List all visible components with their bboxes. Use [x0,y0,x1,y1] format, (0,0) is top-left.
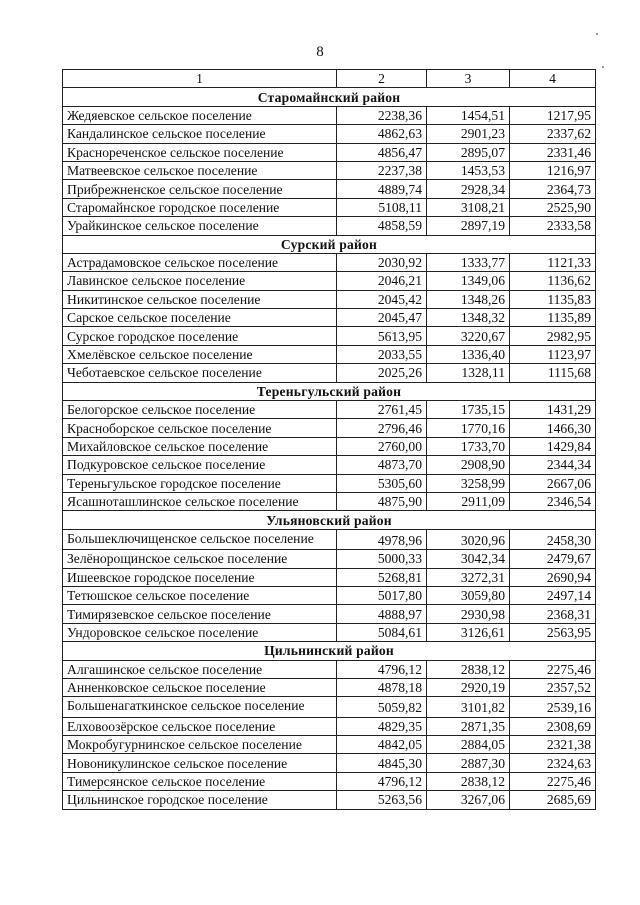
value-col-4: 2331,46 [510,143,596,161]
value-col-3: 3101,82 [427,697,510,717]
settlement-name: Зелёнорощинское сельское поселение [63,550,337,568]
value-col-3: 2871,35 [427,717,510,735]
value-col-2: 4873,70 [337,456,427,474]
value-col-4: 2275,46 [510,772,596,790]
settlement-name: Старомайнское городское поселение [63,198,337,216]
settlement-name: Лавинское сельское поселение [63,272,337,290]
value-col-2: 4856,47 [337,143,427,161]
table-header-row [63,70,596,88]
value-col-3: 1770,16 [427,419,510,437]
table-row [63,419,596,437]
value-col-3: 3126,61 [427,623,510,641]
value-col-3: 1348,32 [427,309,510,327]
value-col-4: 1217,95 [510,106,596,124]
settlement-name: Цильнинское городское поселение [63,791,337,809]
value-col-3: 1454,51 [427,106,510,124]
value-col-2: 4878,18 [337,678,427,696]
table-row [63,754,596,772]
value-col-3: 2838,12 [427,660,510,678]
settlement-name: Новоникулинское сельское поселение [63,754,337,772]
district-name: Цильнинский район [63,642,596,660]
value-col-4: 2539,16 [510,697,596,717]
value-col-3: 3272,31 [427,568,510,586]
value-col-4: 1216,97 [510,161,596,179]
value-col-2: 4889,74 [337,180,427,198]
settlement-name: Анненковское сельское поселение [63,678,337,696]
value-col-4: 2563,95 [510,623,596,641]
table-row [63,437,596,455]
value-col-3: 2928,34 [427,180,510,198]
table-row [63,605,596,623]
value-col-2: 4796,12 [337,660,427,678]
table-row [63,660,596,678]
value-col-3: 2887,30 [427,754,510,772]
value-col-3: 1336,40 [427,345,510,363]
value-col-4: 2308,69 [510,717,596,735]
value-col-3: 3220,67 [427,327,510,345]
value-col-4: 2324,63 [510,754,596,772]
settlement-name: Ишеевское городское поселение [63,568,337,586]
value-col-4: 2685,69 [510,791,596,809]
table-row [63,623,596,641]
value-col-2: 2761,45 [337,401,427,419]
settlement-name: Чеботаевское сельское поселение [63,364,337,382]
table-row [63,568,596,586]
value-col-4: 2525,90 [510,198,596,216]
settlement-name: Мокробугурнинское сельское поселение [63,736,337,754]
value-col-2: 5084,61 [337,623,427,641]
value-col-2: 4978,96 [337,529,427,549]
value-col-3: 2884,05 [427,736,510,754]
value-col-4: 2346,54 [510,492,596,510]
settlement-name: Кандалинское сельское поселение [63,125,337,143]
table-row [63,253,596,271]
value-col-4: 2982,95 [510,327,596,345]
value-col-3: 3020,96 [427,529,510,549]
scan-speck [602,66,604,68]
value-col-2: 5059,82 [337,697,427,717]
settlement-name: Краснореченское сельское поселение [63,143,337,161]
district-name: Тереньгульский район [63,382,596,400]
settlement-name: Ундоровское сельское поселение [63,623,337,641]
value-col-3: 3258,99 [427,474,510,492]
table-row [63,125,596,143]
value-col-4: 2337,62 [510,125,596,143]
value-col-2: 2045,47 [337,309,427,327]
table-row [63,106,596,124]
value-col-3: 1333,77 [427,253,510,271]
settlement-name: Жедяевское сельское поселение [63,106,337,124]
table-row [63,309,596,327]
value-col-2: 2237,38 [337,161,427,179]
settlement-name: Тетюшское сельское поселение [63,586,337,604]
settlement-name: Тимерсянское сельское поселение [63,772,337,790]
value-col-4: 2497,14 [510,586,596,604]
table-row [63,586,596,604]
column-header: 3 [427,70,510,88]
value-col-2: 2046,21 [337,272,427,290]
data-table [62,69,596,810]
value-col-4: 1466,30 [510,419,596,437]
settlement-name: Сурское городское поселение [63,327,337,345]
value-col-4: 2275,46 [510,660,596,678]
value-col-4: 1115,68 [510,364,596,382]
value-col-2: 5268,81 [337,568,427,586]
settlement-name: Красноборское сельское поселение [63,419,337,437]
table-row [63,198,596,216]
value-col-3: 2897,19 [427,217,510,235]
value-col-2: 4796,12 [337,772,427,790]
value-col-4: 2690,94 [510,568,596,586]
value-col-4: 2368,31 [510,605,596,623]
settlement-name: Елховоозёрское сельское поселение [63,717,337,735]
value-col-3: 3267,06 [427,791,510,809]
table-row [63,736,596,754]
value-col-3: 2901,23 [427,125,510,143]
table-row [63,474,596,492]
value-col-2: 4858,59 [337,217,427,235]
value-col-3: 2908,90 [427,456,510,474]
settlement-name: Хмелёвское сельское поселение [63,345,337,363]
district-name: Старомайнский район [63,88,596,106]
table-row [63,345,596,363]
district-header-row [63,235,596,253]
settlement-name: Матвеевское сельское поселение [63,161,337,179]
value-col-3: 1328,11 [427,364,510,382]
table-row [63,456,596,474]
value-col-2: 4862,63 [337,125,427,143]
table-row [63,492,596,510]
table-row [63,290,596,308]
value-col-4: 1123,97 [510,345,596,363]
value-col-2: 5017,80 [337,586,427,604]
value-col-3: 3059,80 [427,586,510,604]
settlement-name: Сарское сельское поселение [63,309,337,327]
settlement-name: Белогорское сельское поселение [63,401,337,419]
table-row [63,327,596,345]
settlement-name: Подкуровское сельское поселение [63,456,337,474]
value-col-3: 1453,53 [427,161,510,179]
value-col-4: 2667,06 [510,474,596,492]
district-name: Сурский район [63,235,596,253]
value-col-3: 3108,21 [427,198,510,216]
value-col-3: 2895,07 [427,143,510,161]
value-col-2: 2025,26 [337,364,427,382]
settlement-name: Прибрежненское сельское поселение [63,180,337,198]
table-row [63,161,596,179]
district-header-row [63,382,596,400]
value-col-4: 2321,38 [510,736,596,754]
value-col-3: 2930,98 [427,605,510,623]
value-col-2: 5305,60 [337,474,427,492]
district-header-row [63,511,596,529]
table-row [63,791,596,809]
value-col-4: 1431,29 [510,401,596,419]
settlement-name: Тимирязевское сельское поселение [63,605,337,623]
value-col-4: 2364,73 [510,180,596,198]
settlement-name: Михайловское сельское поселение [63,437,337,455]
district-name: Ульяновский район [63,511,596,529]
value-col-2: 4875,90 [337,492,427,510]
district-header-row [63,88,596,106]
table-body [63,88,596,809]
value-col-2: 4842,05 [337,736,427,754]
value-col-2: 2760,00 [337,437,427,455]
table-row [63,697,596,717]
table-row [63,529,596,549]
settlement-name: Ясашноташлинское сельское поселение [63,492,337,510]
value-col-4: 1135,83 [510,290,596,308]
value-col-2: 2045,42 [337,290,427,308]
settlement-name: Урайкинское сельское поселение [63,217,337,235]
value-col-4: 2458,30 [510,529,596,549]
value-col-3: 3042,34 [427,550,510,568]
value-col-2: 2030,92 [337,253,427,271]
column-header: 2 [337,70,427,88]
value-col-4: 2479,67 [510,550,596,568]
district-header-row [63,642,596,660]
value-col-2: 2238,36 [337,106,427,124]
column-header: 1 [63,70,337,88]
value-col-3: 1349,06 [427,272,510,290]
value-col-4: 1136,62 [510,272,596,290]
value-col-2: 5000,33 [337,550,427,568]
table-row [63,143,596,161]
table-row [63,717,596,735]
table-row [63,678,596,696]
value-col-4: 1121,33 [510,253,596,271]
table-row [63,364,596,382]
value-col-4: 2344,34 [510,456,596,474]
value-col-3: 1735,15 [427,401,510,419]
value-col-3: 1348,26 [427,290,510,308]
scan-speck [596,33,598,35]
table-row [63,401,596,419]
settlement-name: Алгашинское сельское поселение [63,660,337,678]
settlement-name: Большеключищенское сельское поселение [63,529,337,549]
settlement-name: Тереньгульское городское поселение [63,474,337,492]
value-col-3: 1733,70 [427,437,510,455]
settlement-name: Никитинское сельское поселение [63,290,337,308]
value-col-4: 2333,58 [510,217,596,235]
table-row [63,772,596,790]
value-col-2: 4829,35 [337,717,427,735]
value-col-2: 2033,55 [337,345,427,363]
value-col-3: 2920,19 [427,678,510,696]
value-col-2: 2796,46 [337,419,427,437]
value-col-3: 2838,12 [427,772,510,790]
value-col-4: 2357,52 [510,678,596,696]
column-header: 4 [510,70,596,88]
value-col-2: 4888,97 [337,605,427,623]
value-col-3: 2911,09 [427,492,510,510]
value-col-4: 1429,84 [510,437,596,455]
value-col-4: 1135,89 [510,309,596,327]
value-col-2: 5263,56 [337,791,427,809]
table-row [63,550,596,568]
table-row [63,180,596,198]
page-number: 8 [316,44,324,60]
settlement-name: Большенагаткинское сельское поселение [63,697,337,717]
settlement-name: Астрадамовское сельское поселение [63,253,337,271]
table-row [63,217,596,235]
table-row [63,272,596,290]
value-col-2: 4845,30 [337,754,427,772]
value-col-2: 5108,11 [337,198,427,216]
value-col-2: 5613,95 [337,327,427,345]
